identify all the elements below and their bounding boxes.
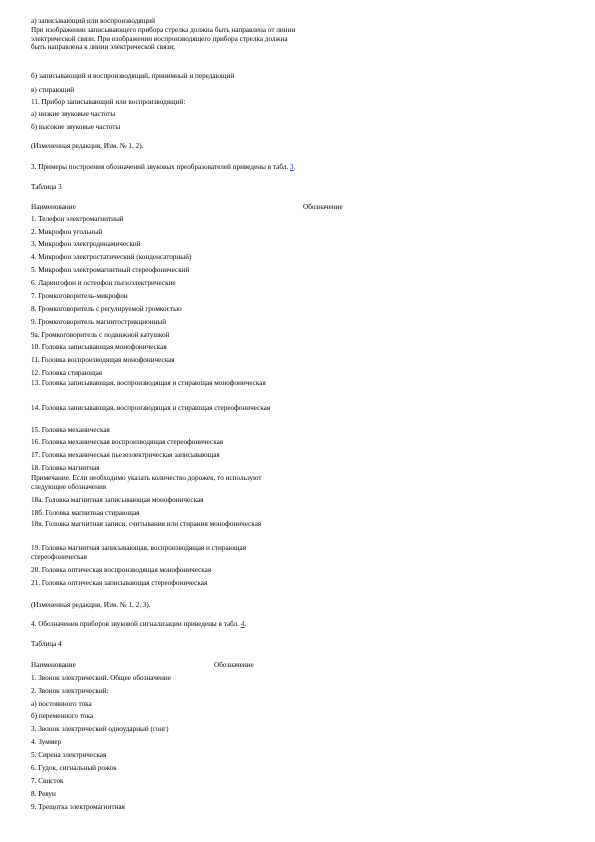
table-3-col-name: Наименование <box>31 203 76 211</box>
table-row: 17. Головка механическая пьезоэлектрическая записывающая <box>31 451 220 459</box>
edit-note: (Измененная редакция, Изм. № 1, 2, 3). <box>31 601 151 609</box>
text-line: а) низкие звуковые частоты <box>31 110 116 118</box>
table-row: 6. Ларингофон и остеофон пьезоэлектрические <box>31 279 176 287</box>
table-row: 18. Головка магнитная <box>31 464 100 472</box>
table-row: 12. Головка стирающая <box>31 369 103 377</box>
text-line: а) записывающий или воспроизводящий <box>31 17 155 25</box>
table-row: 18б. Головка магнитная стирающая <box>31 509 140 517</box>
text-line: в) стирающий <box>31 86 75 94</box>
table-row: 10. Головка записывающая монофоническая <box>31 343 167 351</box>
paragraph-3-end: . <box>293 163 296 171</box>
table-row: а) постоянного тока <box>31 700 92 708</box>
table-4-col-name: Наименование <box>31 661 76 669</box>
table-row: 5. Сирена электрическая <box>31 751 107 759</box>
table-note: Примечание. Если необходимо указать количество дорожек, то используют следующие обозначения <box>31 474 262 492</box>
text-line: б) записывающий и воспроизводящий, принимный и передающий <box>31 72 235 80</box>
table-3-col-symbol: Обозначение <box>303 203 343 211</box>
table-row: 3. Микрофон электродинамический <box>31 240 141 248</box>
table-4-caption: Таблица 4 <box>31 640 62 648</box>
table-row: 18а. Головка магнитная записывающая монофоническая <box>31 496 204 504</box>
table-4-link[interactable]: 4 <box>240 620 245 628</box>
table-row: 21. Головка оптическая записывающая стереофоническая <box>31 579 208 587</box>
edit-note: (Измененная редакция, Изм. № 1, 2). <box>31 142 144 150</box>
paragraph-3 <box>31 163 295 172</box>
paragraph-4 <box>31 620 246 629</box>
table-row: 19. Головка магнитная записывающая, воспроизводящая и стирающая стереофоническая <box>31 544 247 562</box>
table-3-link[interactable]: 3 <box>290 163 294 171</box>
table-row: 9. Громкоговоритель магнитострикционный <box>31 318 167 326</box>
table-row: 1. Звонок электрический. Общее обозначение <box>31 674 171 682</box>
table-4-col-symbol: Обозначение <box>214 661 254 669</box>
table-row: 4. Микрофон электростатический (конденсаторный) <box>31 253 192 261</box>
table-row: 7. Громкоговоритель-микрофон <box>31 292 128 300</box>
table-row: 16. Головка механическая воспроизводящая стереофоническая <box>31 438 224 446</box>
paragraph-4-text: 4. Обозначения приборов звуковой сигнализации приведены в табл. <box>31 620 241 628</box>
table-row: 4. Зуммер <box>31 738 62 746</box>
table-row: 14. Головка записывающая, воспроизводящая и стирающая стереофоническая <box>31 404 271 412</box>
table-row: 8. Ревун <box>31 790 56 798</box>
table-row: 9. Трещотка электромагнитная <box>31 803 125 811</box>
table-3-caption: Таблица 3 <box>31 183 62 191</box>
text-paragraph: При изображении записывающего прибора стрелка должна быть направлена от линии электрической связи. При изображении воспроизводящего прибора стрелка должна быть направлена к линии электрической связи; <box>31 26 296 52</box>
table-row: 20. Головка оптическая воспроизводящая монофоническая <box>31 566 212 574</box>
table-row: 2. Микрофон угольный <box>31 228 103 236</box>
table-row: 9а. Громкоговоритель с подвижной катушкой <box>31 331 170 339</box>
text-line: 11. Прибор записывающий или воспроизводящий: <box>31 98 186 106</box>
table-row: 15. Головка механическая <box>31 426 110 434</box>
table-row: б) переменного тока <box>31 712 94 720</box>
table-row: 7. Свисток <box>31 777 64 785</box>
paragraph-3-text: 3. Примеры построения обозначений звуковых преобразователей приведены в табл. <box>31 163 290 171</box>
table-row: 5. Микрофон электромагнитный стереофонический <box>31 266 190 274</box>
table-row: 8. Громкоговоритель с регулируемой громкостью <box>31 305 182 313</box>
table-row: 13. Головка записывающая, воспроизводящая и стирающая монофоническая <box>31 379 266 387</box>
table-row: 2. Звонок электрический: <box>31 687 109 695</box>
paragraph-4-end: . <box>244 620 247 628</box>
table-row: 11. Головка воспроизводящая монофоническая <box>31 356 175 364</box>
table-row: 6. Гудок, сигнальный рожок <box>31 764 117 772</box>
table-row: 3. Звонок электрический одноударный (гонг) <box>31 725 169 733</box>
text-line: б) высокие звуковые частоты <box>31 123 121 131</box>
table-row: 1. Телефон электромагнитный <box>31 215 124 223</box>
table-row: 18в. Головка магнитная записи, считывания или стирания монофоническая <box>31 520 262 528</box>
